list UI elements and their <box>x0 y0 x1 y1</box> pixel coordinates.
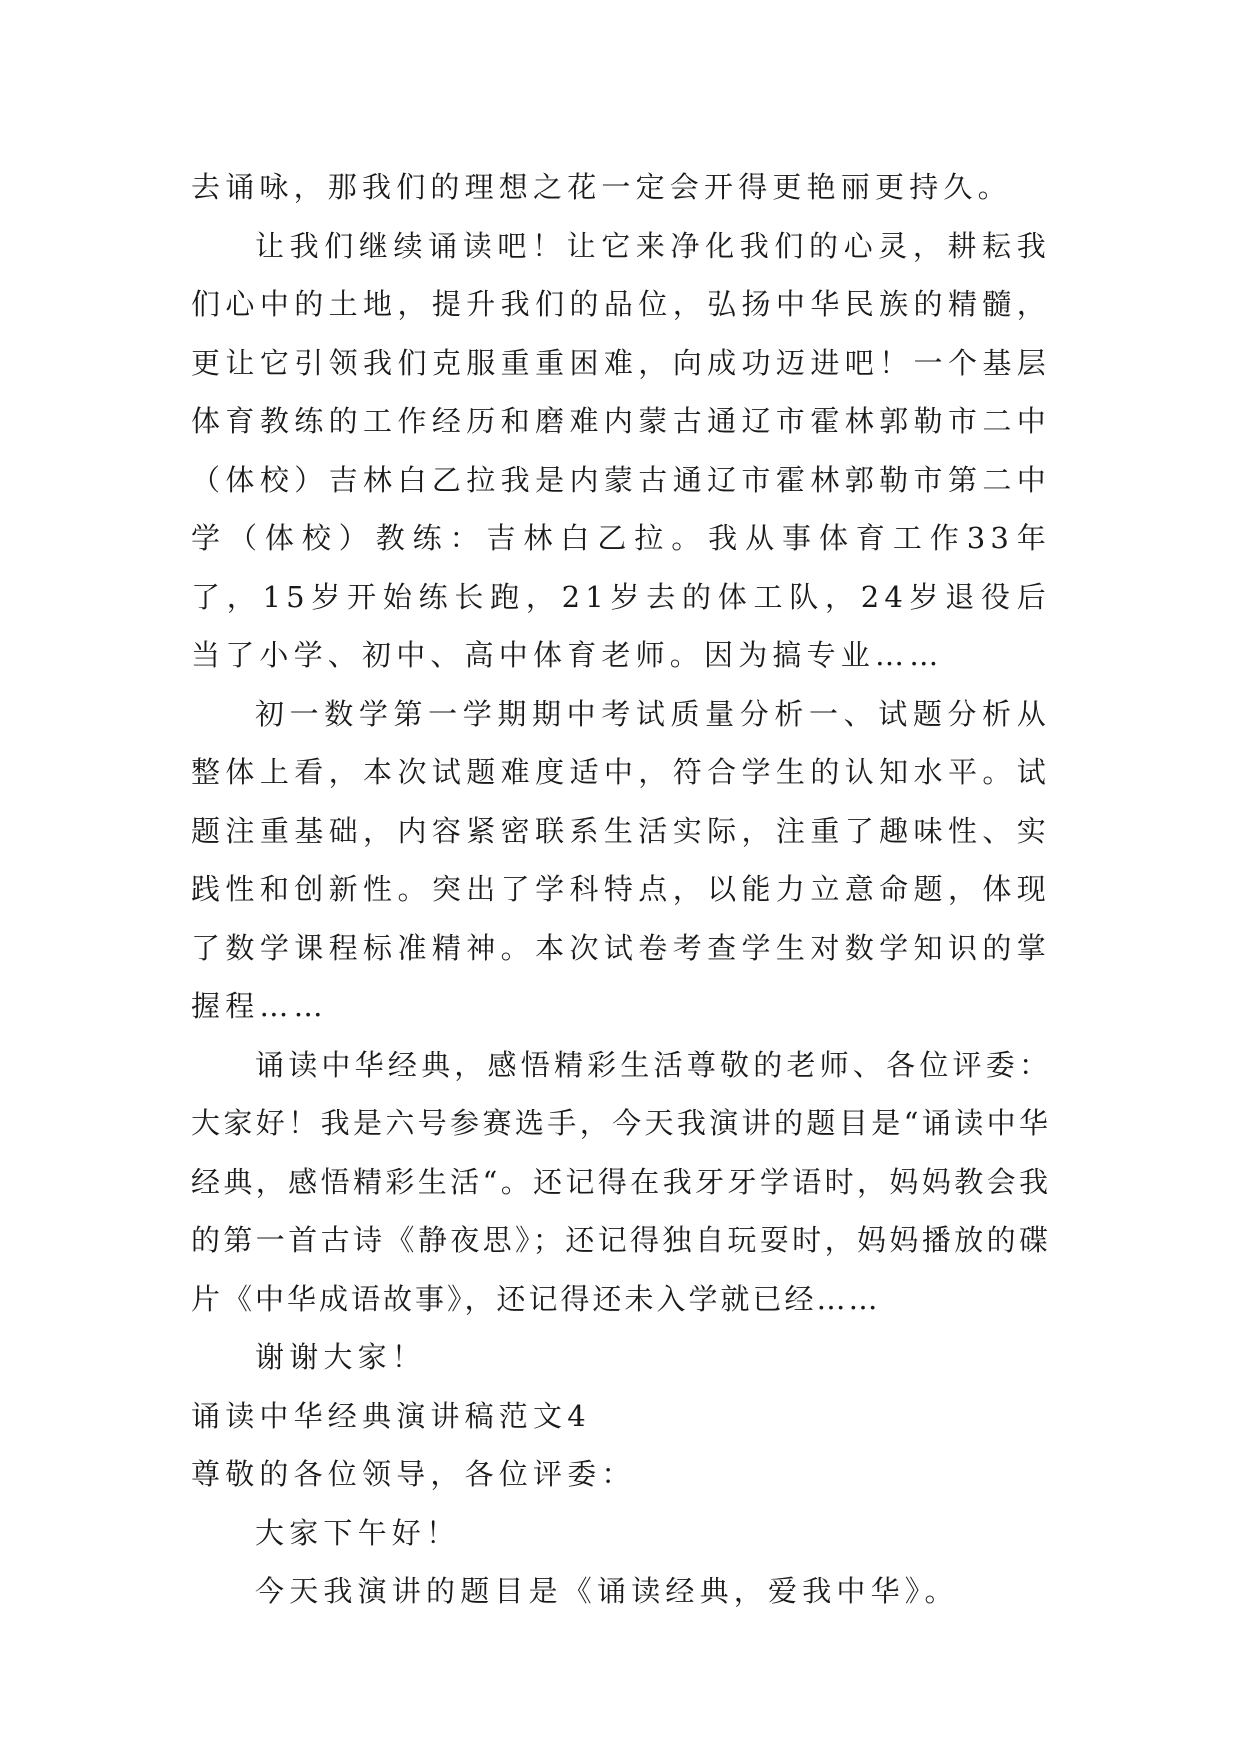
paragraph-greeting: 大家下午好！ <box>255 1515 461 1550</box>
paragraph-classics-speech: 诵读中华经典，感悟精彩生活尊敬的老师、各位评委：大家好！我是六号参赛选手，今天我演讲的题目是“诵读中华经典，感悟精彩生活“。还记得在我牙牙学语时，妈妈教会我的第一首古诗《静夜思》；还记得独自玩耍时，妈妈播放的碟片《中华成语故事》，还记得还未入学就已经…… <box>191 1047 1051 1316</box>
paragraph-continuation: 去诵咏，那我们的理想之花一定会开得更艳丽更持久。 <box>191 170 1012 204</box>
section-heading: 诵读中华经典演讲稿范文4 <box>191 1398 591 1433</box>
paragraph-math-exam-analysis: 初一数学第一学期期中考试质量分析一、试题分析从整体上看，本次试题难度适中，符合学生的认知水平。试题注重基础，内容紧密联系生活实际，注重了趣味性、实践性和创新性。突出了学科特点，以能力立意命题，体现了数学课程标准精神。本次试卷考查学生对数学知识的掌握程…… <box>191 696 1051 1023</box>
paragraph-salutation: 尊敬的各位领导，各位评委： <box>191 1457 636 1491</box>
document-body <box>191 158 1051 1621</box>
paragraph-thanks: 谢谢大家！ <box>255 1340 427 1374</box>
paragraph-continue-reading: 让我们继续诵读吧！让它来净化我们的心灵，耕耘我们心中的土地，提升我们的品位，弘扬中华民族的精髓，更让它引领我们克服重重困难，向成功迈进吧！一个基层体育教练的工作经历和磨难内蒙古通辽市霍林郭勒市二中（体校）吉林白乙拉我是内蒙古通辽市霍林郭勒市第二中学（体校）教练：吉林白乙拉。我从事体育工作33年了，15岁开始练长跑，21岁去的体工队，24岁退役后当了小学、初中、高中体育老师。因为搞专业…… <box>191 228 1051 672</box>
paragraph-speech-topic: 今天我演讲的题目是《诵读经典，爱我中华》。 <box>255 1574 959 1608</box>
